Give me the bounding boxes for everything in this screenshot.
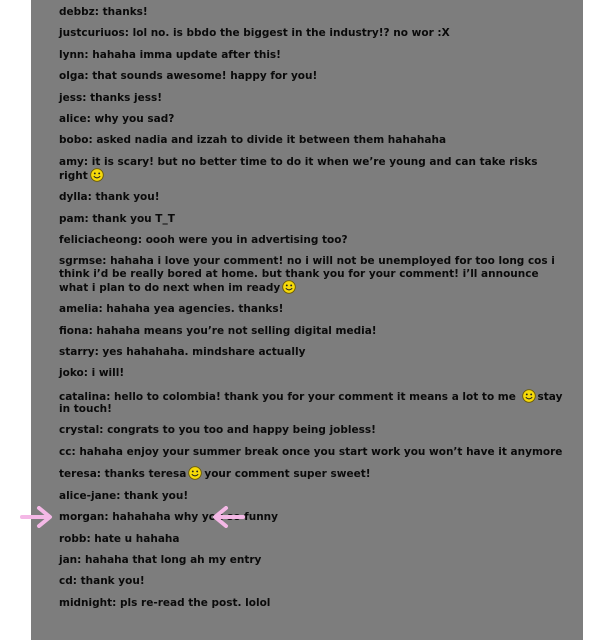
comment-separator: : — [86, 532, 95, 545]
comment-separator: : — [72, 575, 81, 588]
comment-author: fiona — [59, 324, 89, 337]
comment-author: olga — [59, 70, 85, 83]
comment-cd — [59, 575, 569, 588]
comment-text: lol no. is bbdo the biggest in the industry!? no wor :X — [132, 27, 450, 40]
comment-text: thanks! — [102, 6, 148, 18]
comment-author: feliciacheong — [59, 233, 138, 246]
comment-author: amelia — [59, 303, 99, 316]
comment-lynn — [59, 49, 569, 62]
comment-author: cc — [59, 445, 72, 458]
smiley-icon — [522, 389, 536, 403]
comment-separator: : — [102, 255, 111, 268]
comment-justcuriuos — [59, 27, 569, 40]
comment-separator: : — [96, 468, 105, 481]
comment-text: hahahaha why you so funny — [112, 511, 278, 524]
comment-separator: : — [94, 6, 103, 18]
comment-alice — [59, 113, 569, 126]
comment-jan — [59, 554, 569, 567]
comment-author: lynn — [59, 48, 85, 61]
comment-separator: : — [112, 596, 121, 609]
comment-separator: : — [88, 324, 97, 337]
comment-text: pls re-read the post. lolol — [120, 596, 271, 609]
comment-text: hate u hahaha — [94, 532, 180, 545]
comment-dylla — [59, 191, 569, 204]
comment-author: crystal — [59, 424, 100, 437]
comment-separator: : — [106, 390, 115, 403]
comment-separator: : — [124, 27, 133, 40]
comment-author: midnight — [59, 596, 113, 609]
comment-author: bobo — [59, 134, 89, 147]
comment-text-after: stay in touch! — [59, 390, 563, 416]
comment-amy — [59, 156, 569, 183]
comment-separator: : — [98, 303, 107, 316]
comment-author: dylla — [59, 191, 88, 204]
comment-separator: : — [84, 70, 93, 83]
comment-morgan — [59, 511, 569, 524]
comment-author: jess — [59, 91, 83, 104]
comment-robb — [59, 533, 569, 546]
comment-text: hahaha imma update after this! — [92, 48, 281, 61]
comment-text: thanks jess! — [90, 91, 163, 104]
comment-feliciacheong — [59, 234, 569, 247]
comment-text: oooh were you in advertising too? — [145, 233, 348, 246]
comment-author: sgrmse — [59, 255, 103, 268]
comment-text: hello to colombia! thank you for your comment it means a lot to me — [114, 390, 516, 403]
arrow-left-icon — [211, 506, 245, 528]
comment-text: congrats to you too and happy being jobless! — [107, 424, 376, 437]
comment-alice-jane — [59, 490, 569, 503]
comment-separator: : — [83, 155, 92, 168]
arrow-right-icon — [20, 506, 54, 528]
comment-author: pam — [59, 212, 85, 225]
comment-midnight — [59, 597, 569, 610]
comment-separator: : — [87, 191, 96, 204]
smiley-icon — [188, 466, 202, 480]
comment-olga — [59, 70, 569, 83]
comment-author: cd — [59, 575, 73, 588]
comment-jess — [59, 92, 569, 105]
comment-crystal — [59, 424, 569, 437]
comment-separator: : — [82, 91, 91, 104]
comment-separator: : — [88, 134, 97, 147]
comment-amelia — [59, 303, 569, 316]
comment-author: alice-jane — [59, 489, 117, 502]
comment-text: hahaha yea agencies. thanks! — [106, 303, 284, 316]
comment-fiona — [59, 325, 569, 338]
comment-separator: : — [83, 367, 92, 380]
comment-text: that sounds awesome! happy for you! — [92, 70, 318, 83]
comment-author: robb — [59, 532, 87, 545]
comment-text: hahaha means you’re not selling digital media! — [96, 324, 377, 337]
comment-text: thank you! — [95, 191, 160, 204]
comment-text-after: your comment super sweet! — [204, 468, 371, 481]
comment-author: teresa — [59, 468, 97, 481]
comment-teresa — [59, 466, 569, 481]
comment-text: thank you! — [124, 489, 189, 502]
comment-author: catalina — [59, 390, 107, 403]
comment-text: thank you! — [80, 575, 145, 588]
comment-separator: : — [94, 345, 103, 358]
comment-separator: : — [99, 424, 108, 437]
comment-list — [59, 6, 569, 618]
comment-separator: : — [137, 233, 146, 246]
comment-sgrmse — [59, 255, 569, 295]
comment-cc — [59, 446, 569, 459]
comment-text: asked nadia and izzah to divide it between them hahahaha — [96, 134, 447, 147]
comment-author: joko — [59, 367, 84, 380]
comment-separator: : — [86, 112, 95, 125]
comment-joko — [59, 367, 569, 380]
smiley-icon — [282, 280, 296, 294]
comment-text: it is scary! but no better time to do it when we’re young and can take risks right — [59, 155, 538, 183]
comment-text: yes hahahaha. mindshare actually — [102, 345, 306, 358]
comment-text: i will! — [91, 367, 125, 380]
comment-text: hahaha enjoy your summer break once you start work you won’t have it anymore — [79, 445, 563, 458]
comment-separator: : — [71, 445, 80, 458]
comment-author: debbz — [59, 6, 95, 18]
comment-separator: : — [84, 48, 93, 61]
comment-catalina — [59, 389, 569, 416]
smiley-icon — [90, 168, 104, 182]
comment-bobo — [59, 134, 569, 147]
comment-text: thank you T_T — [92, 212, 175, 225]
comment-separator: : — [77, 553, 86, 566]
comment-text: hahaha i love your comment! no i will not be unemployed for too long cos i think i’d be really bored at home. but thank you for your comment! i’ll announce what i plan to do next when im ready — [59, 255, 555, 295]
comment-author: starry — [59, 345, 95, 358]
comment-separator: : — [84, 212, 93, 225]
comment-text: hahaha that long ah my entry — [85, 553, 262, 566]
comment-text: why you sad? — [94, 112, 175, 125]
comments-panel — [31, 0, 583, 640]
comment-author: amy — [59, 155, 84, 168]
comment-author: morgan — [59, 511, 105, 524]
comment-separator: : — [116, 489, 125, 502]
comment-author: jan — [59, 553, 78, 566]
comment-text: thanks teresa — [104, 468, 187, 481]
comment-debbz — [59, 6, 569, 19]
comment-author: alice — [59, 112, 87, 125]
comment-author: justcuriuos — [59, 27, 125, 40]
comment-pam — [59, 213, 569, 226]
comment-separator: : — [104, 511, 113, 524]
comment-starry — [59, 346, 569, 359]
